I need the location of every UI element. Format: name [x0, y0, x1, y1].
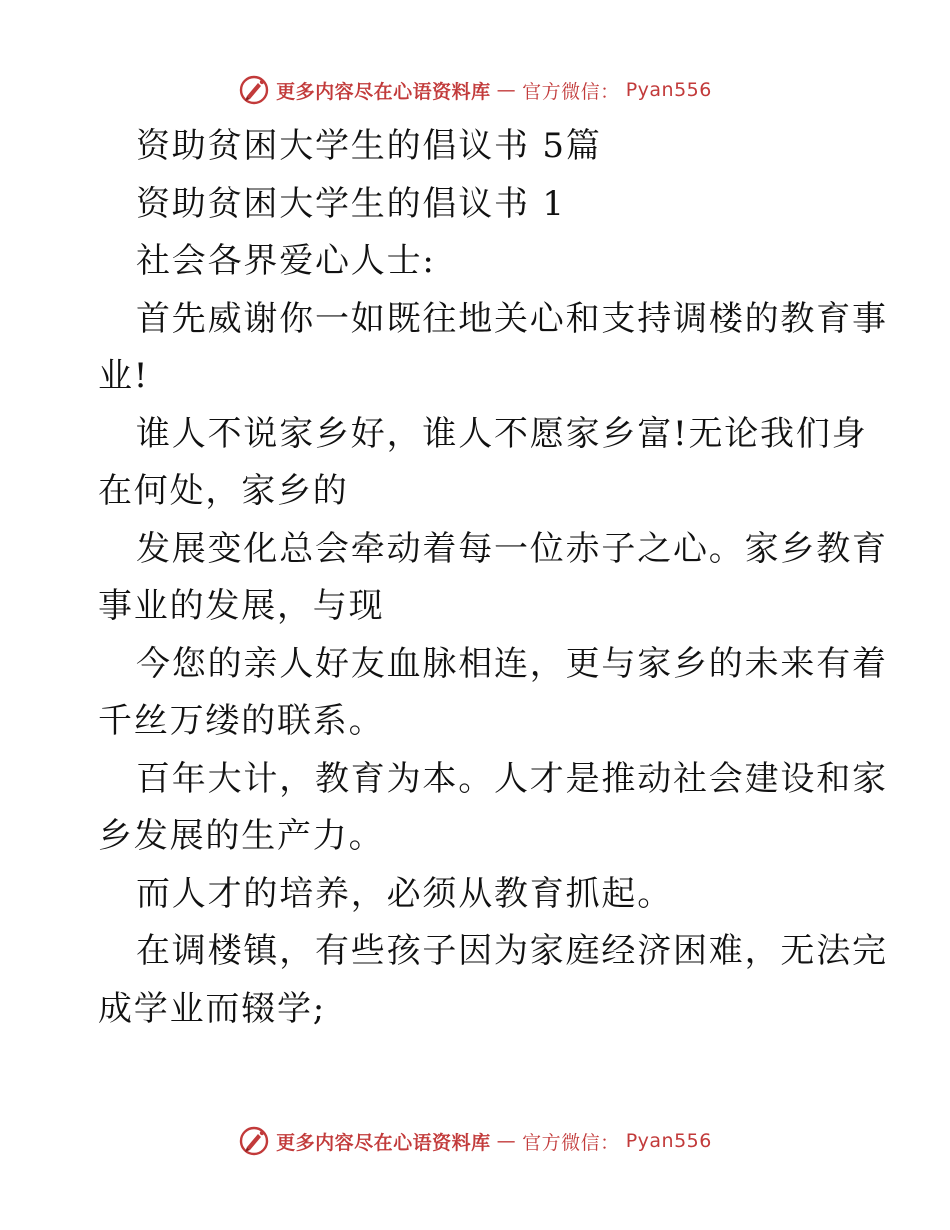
salutation: 社会各界爱心人士: — [136, 241, 436, 281]
document-body — [98, 118, 888, 1038]
paragraph-line: 成学业而辍学; — [98, 988, 327, 1029]
paragraph-line: 业! — [98, 356, 150, 396]
banner-main-text: 更多内容尽在心语资料库 — [276, 1131, 491, 1154]
banner-wechat-label: 官方微信： — [522, 1131, 620, 1154]
paragraph-line: 千丝万缕的联系。 — [98, 701, 385, 741]
banner-dash: — — [496, 79, 517, 101]
header-banner — [0, 70, 950, 110]
paragraph-line: 乡发展的生产力。 — [98, 816, 385, 856]
paragraph-line: 在调楼镇，有些孩子因为家庭经济困难，无法完 — [136, 931, 888, 971]
section-heading: 资助贫困大学生的倡议书 1 — [136, 183, 566, 224]
banner-wechat-id: Pyan556 — [625, 79, 712, 101]
paragraph-line: 而人才的培养，必须从教育抓起。 — [136, 873, 673, 914]
pen-circle-logo-icon — [238, 74, 270, 106]
pen-circle-logo-icon — [238, 1125, 270, 1157]
paragraph-line: 在何处，家乡的 — [98, 471, 349, 511]
banner-main-text: 更多内容尽在心语资料库 — [276, 80, 491, 103]
document-title: 资助贫困大学生的倡议书 5篇 — [136, 126, 602, 166]
paragraph-line: 事业的发展，与现 — [98, 586, 385, 626]
paragraph-line: 百年大计，教育为本。人才是推动社会建设和家 — [136, 758, 888, 799]
paragraph-line: 发展变化总会牵动着每一位赤子之心。家乡教育 — [136, 528, 888, 569]
banner-wechat-label: 官方微信： — [522, 80, 620, 103]
paragraph-line: 今您的亲人好友血脉相连，更与家乡的未来有着 — [136, 643, 888, 684]
paragraph-line: 谁人不说家乡好，谁人不愿家乡富!无论我们身 — [136, 413, 868, 454]
footer-banner — [0, 1121, 950, 1161]
paragraph-line: 首先威谢你一如既往地关心和支持调楼的教育事 — [136, 298, 888, 339]
banner-wechat-id: Pyan556 — [625, 1130, 712, 1152]
banner-dash: — — [496, 1130, 517, 1152]
